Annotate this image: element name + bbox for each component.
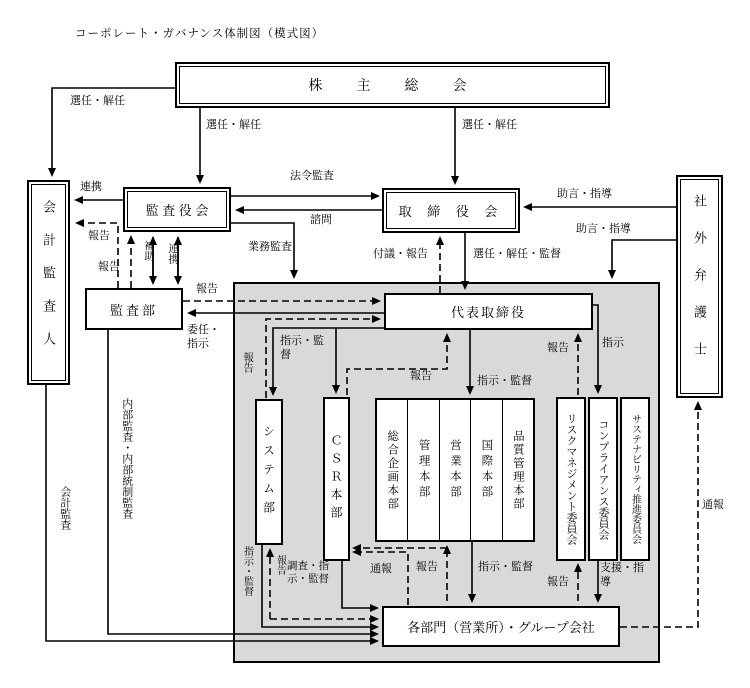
label-accounting-audit: 会計監査 — [58, 486, 71, 530]
label-instruct-committee: 指示 — [602, 337, 624, 349]
label-appoint-dismiss-2: 選任・解任 — [206, 119, 261, 131]
label-legal-audit: 法令監査 — [290, 170, 334, 182]
label-survey-instruct: 調査・指示・監督 — [287, 560, 329, 586]
node-representative-director-label: 代表取締役 — [450, 305, 526, 320]
node-hq-quality: 品質管理本部 — [511, 429, 524, 511]
label-instruct-system: 指示・監督 — [280, 335, 324, 361]
node-departments-group-label: 各部門（営業所）・グループ会社 — [407, 620, 595, 635]
node-board-of-directors — [382, 188, 520, 233]
node-hq-planning: 総合企画本部 — [377, 400, 408, 540]
label-referral-report: 付議・報告 — [373, 248, 428, 260]
node-hq-sales: 営業本部 — [440, 400, 471, 540]
node-audit-dept — [85, 288, 183, 330]
node-hq-international: 国際本部 — [471, 400, 502, 540]
label-report-committee: 報告 — [547, 342, 569, 354]
node-hq-admin: 管理本部 — [408, 400, 439, 540]
node-system-dept-label: システム部 — [261, 424, 276, 520]
node-shareholders-label: 株 主 総 会 — [308, 77, 477, 93]
node-csr-hq-label: ＣＳＲ本部 — [329, 434, 343, 524]
label-support-guidance: 支援・指導 — [600, 562, 644, 588]
label-business-audit: 業務監査 — [248, 241, 292, 253]
node-board-of-directors-label: 取 締 役 会 — [398, 204, 504, 219]
label-report-audit-dept: 報告 — [196, 283, 218, 295]
label-report-dept-hq: 報告 — [416, 561, 438, 573]
label-instruct-hq: 指示・監督 — [477, 375, 532, 387]
node-outside-lawyer-label: 社外弁護士 — [692, 194, 707, 379]
label-internal-audit: 内部監査・内部統制監査 — [120, 398, 133, 519]
node-representative-director — [384, 293, 593, 330]
label-report-dept-v: 報告 — [274, 555, 286, 575]
label-cooperation-2: 連携 — [167, 243, 180, 264]
node-departments-group — [382, 606, 620, 647]
node-risk-committee: リスクマネジメント委員会 — [556, 397, 586, 561]
node-audit-board-label: 監 査 役 会 — [145, 203, 209, 218]
label-assist: 補助 — [143, 240, 156, 261]
label-appoint-dismiss-3: 選任・解任 — [462, 119, 517, 131]
node-outside-lawyer — [676, 175, 723, 398]
label-consultation: 諮問 — [310, 214, 332, 226]
node-hq-divisions — [375, 398, 535, 542]
label-advice-1: 助言・指導 — [557, 188, 612, 200]
label-cooperation-1: 連携 — [80, 181, 102, 193]
label-report-hq: 報告 — [410, 370, 432, 382]
node-shareholders-meeting — [175, 62, 610, 108]
label-appoint-supervise: 選任・解任・監督 — [473, 248, 561, 260]
label-whistle-csr: 通報 — [370, 563, 392, 575]
node-audit-board — [123, 187, 231, 232]
label-report-dept-committee: 報告 — [547, 576, 569, 588]
label-instruct-dept-v: 指示・監督 — [241, 546, 253, 596]
label-report-system: 報告 — [242, 352, 255, 373]
label-appoint-dismiss-1: 選任・解任 — [70, 95, 125, 107]
label-report-to-auditor: 報告 — [88, 230, 110, 242]
node-accounting-auditor — [27, 180, 70, 385]
node-audit-dept-label: 監査部 — [109, 302, 158, 318]
label-advice-2: 助言・指導 — [576, 223, 631, 235]
node-sustainability-committee: サステナビリティ推進委員会 — [620, 397, 650, 561]
node-system-dept — [255, 399, 283, 545]
label-delegation: 委任・指示 — [187, 324, 220, 350]
label-report-to-board: 報告 — [98, 261, 120, 273]
node-accounting-auditor-label: 会計監査人 — [41, 200, 56, 365]
label-instruct-dept: 指示・監督 — [478, 561, 533, 573]
label-whistle-lawyer: 通報 — [702, 499, 724, 511]
node-compliance-committee: コンプライアンス委員会 — [588, 397, 618, 561]
node-csr-hq — [323, 397, 350, 561]
diagram-title: コーポレート・ガバナンス体制図（模式図） — [75, 28, 325, 40]
